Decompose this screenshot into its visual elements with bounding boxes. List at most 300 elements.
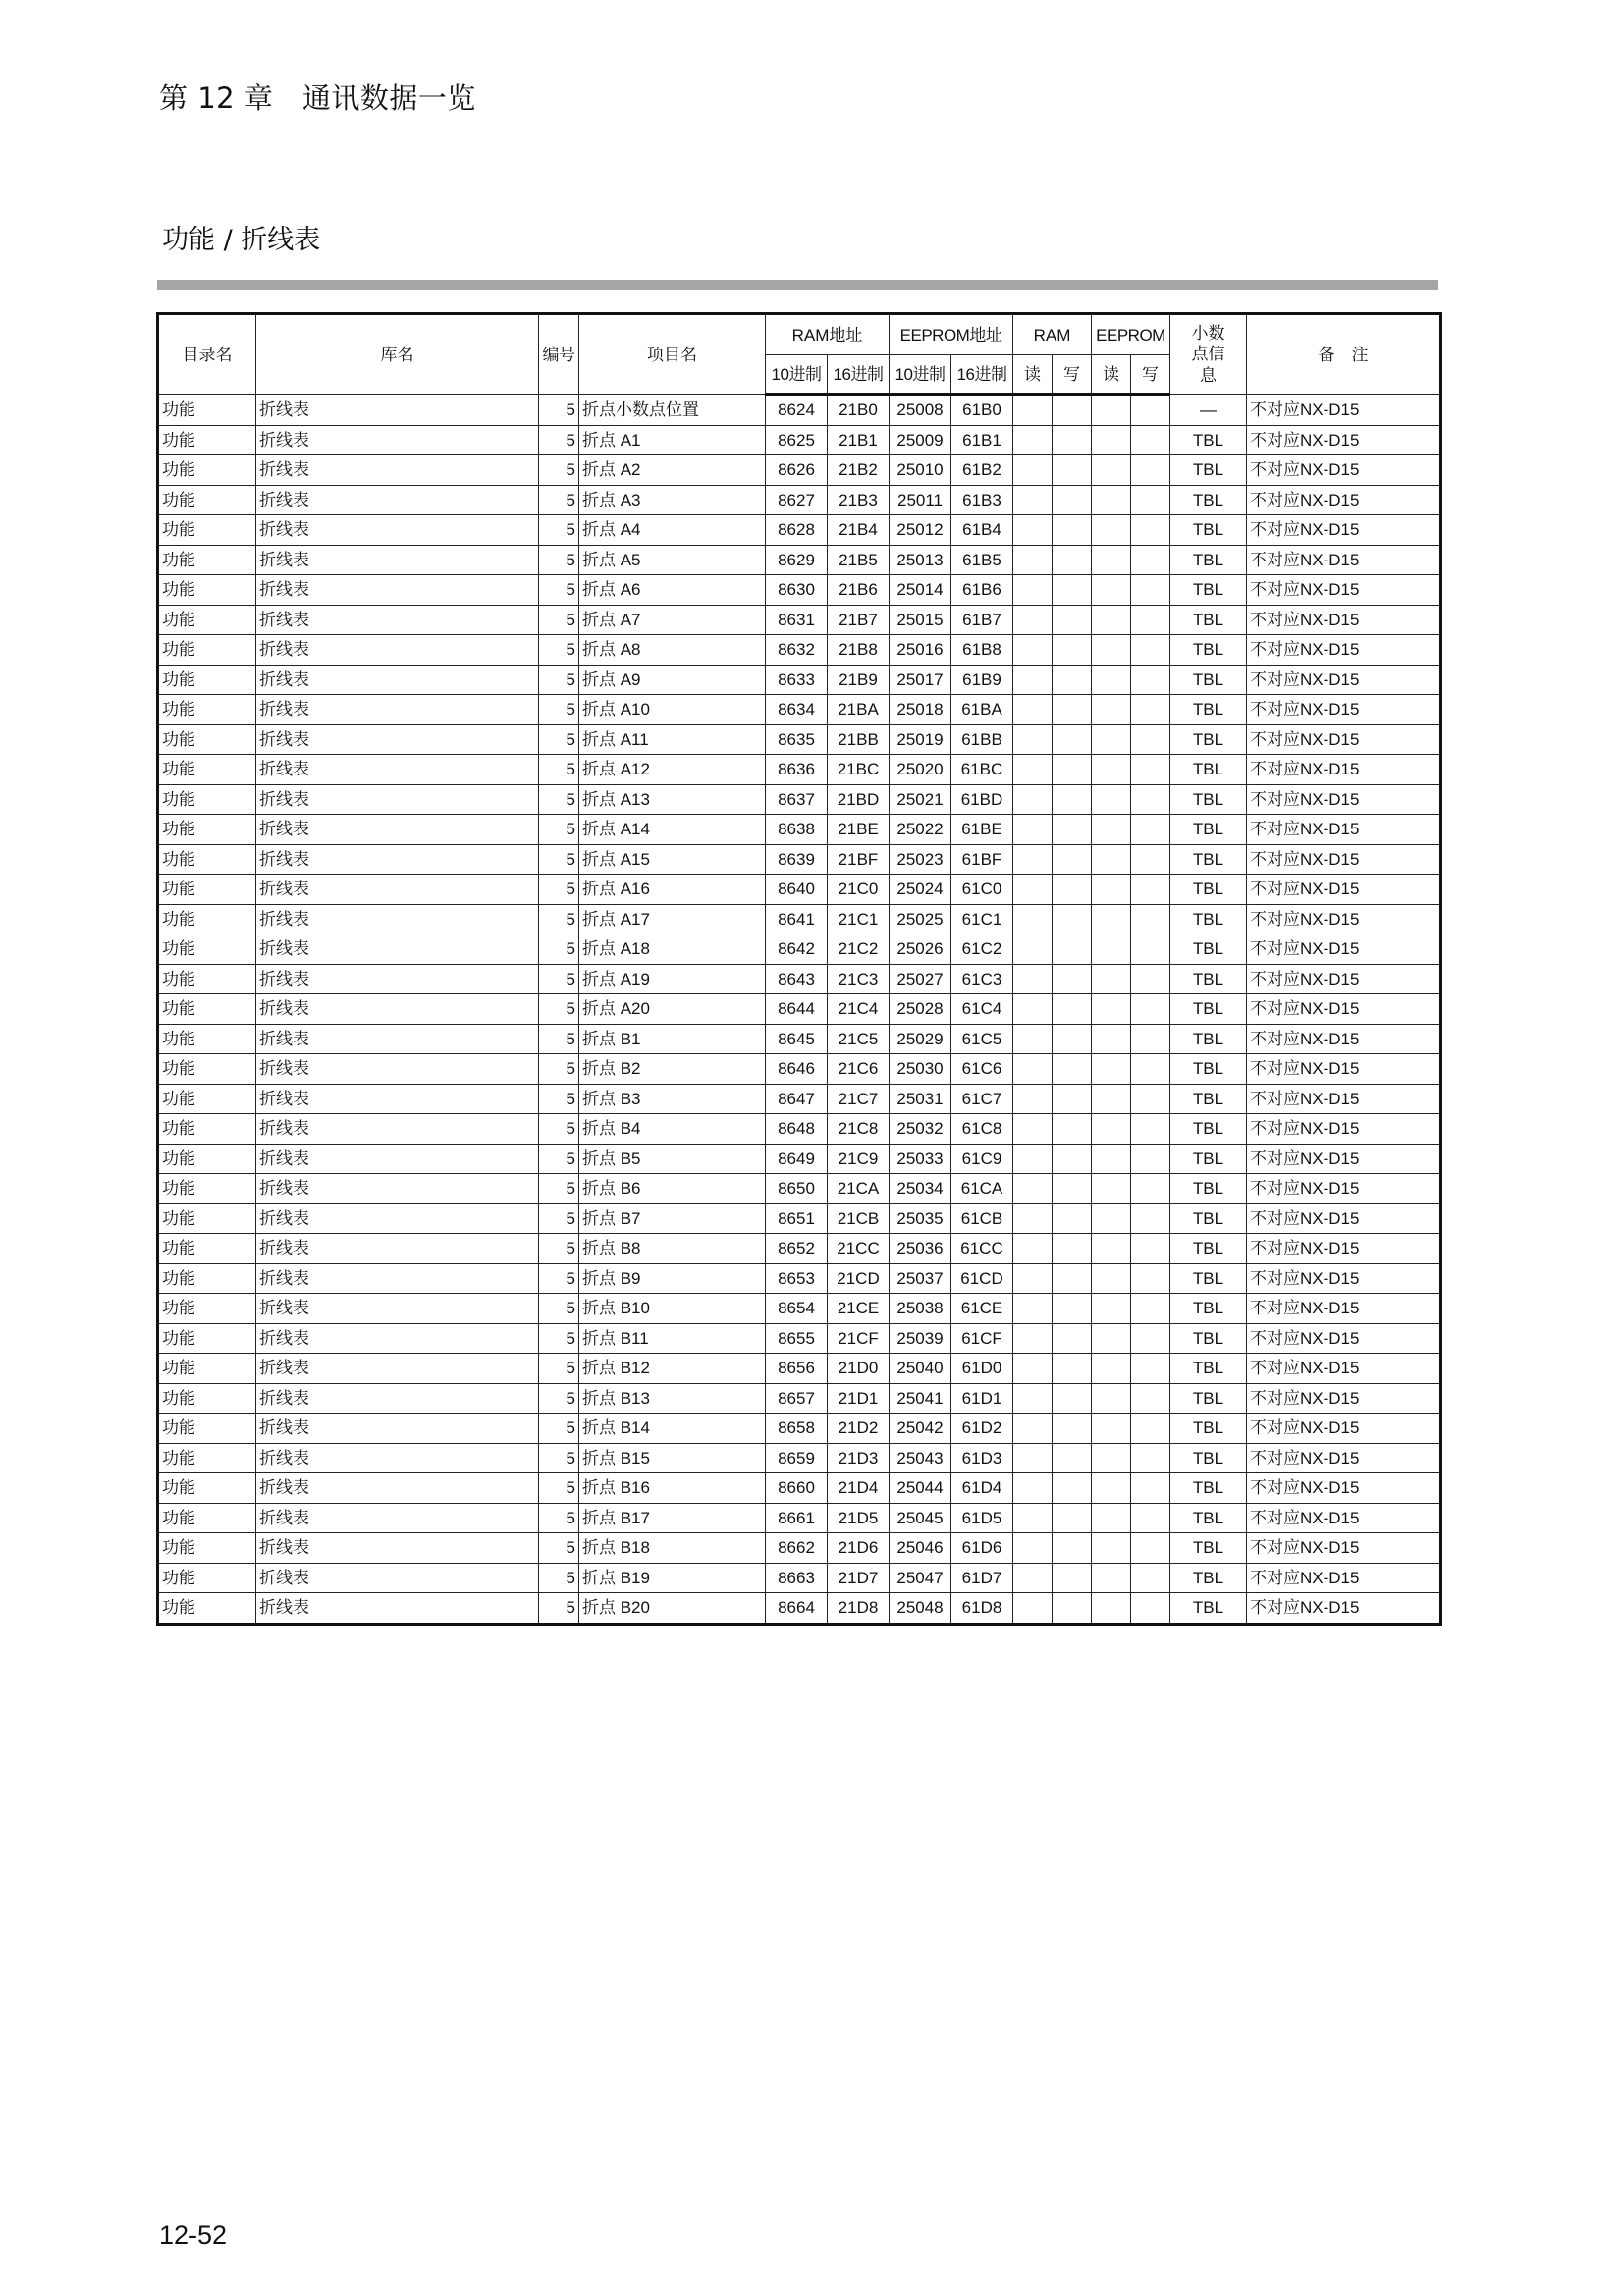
cell-catalog: 功能 <box>158 784 256 815</box>
cell-ram-read <box>1013 994 1053 1025</box>
table-row <box>158 1263 1441 1294</box>
cell-decimal-info: TBL <box>1170 1174 1247 1204</box>
cell-ram-read <box>1013 1473 1053 1504</box>
cell-remarks: 不对应NX-D15 <box>1247 815 1441 845</box>
cell-item: 折点 A7 <box>579 605 766 635</box>
cell-eeprom-read <box>1092 1234 1131 1264</box>
cell-eeprom-read <box>1092 545 1131 575</box>
table-row <box>158 1563 1441 1593</box>
cell-ram-write <box>1053 1294 1092 1324</box>
cell-ram-hex: 21D3 <box>828 1443 890 1473</box>
cell-ram-read <box>1013 1533 1053 1564</box>
cell-library: 折线表 <box>256 665 539 695</box>
cell-number: 5 <box>539 1114 579 1145</box>
cell-catalog: 功能 <box>158 755 256 785</box>
cell-library: 折线表 <box>256 1144 539 1174</box>
cell-item: 折点 B14 <box>579 1414 766 1444</box>
cell-eeprom-dec: 25037 <box>890 1263 951 1294</box>
cell-eeprom-write <box>1131 1563 1170 1593</box>
cell-library: 折线表 <box>256 1263 539 1294</box>
cell-eeprom-write <box>1131 934 1170 965</box>
table-row <box>158 1503 1441 1533</box>
cell-remarks: 不对应NX-D15 <box>1247 1593 1441 1625</box>
cell-ram-write <box>1053 1503 1092 1533</box>
cell-remarks: 不对应NX-D15 <box>1247 635 1441 666</box>
cell-catalog: 功能 <box>158 1203 256 1234</box>
cell-item: 折点 B11 <box>579 1323 766 1354</box>
cell-catalog: 功能 <box>158 964 256 994</box>
cell-item: 折点 B3 <box>579 1084 766 1114</box>
cell-eeprom-read <box>1092 964 1131 994</box>
cell-number: 5 <box>539 1473 579 1504</box>
cell-remarks: 不对应NX-D15 <box>1247 755 1441 785</box>
table-row <box>158 1024 1441 1054</box>
cell-catalog: 功能 <box>158 1354 256 1384</box>
cell-ram-hex: 21B5 <box>828 545 890 575</box>
cell-ram-dec: 8638 <box>766 815 828 845</box>
cell-decimal-info: TBL <box>1170 1354 1247 1384</box>
cell-catalog: 功能 <box>158 904 256 934</box>
cell-eeprom-read <box>1092 1174 1131 1204</box>
cell-ram-read <box>1013 455 1053 486</box>
cell-catalog: 功能 <box>158 1234 256 1264</box>
cell-eeprom-hex: 61BB <box>951 724 1013 755</box>
header-item: 项目名 <box>579 314 766 395</box>
cell-catalog: 功能 <box>158 425 256 455</box>
cell-library: 折线表 <box>256 1533 539 1564</box>
cell-decimal-info: TBL <box>1170 455 1247 486</box>
cell-decimal-info: TBL <box>1170 934 1247 965</box>
cell-catalog: 功能 <box>158 545 256 575</box>
cell-catalog: 功能 <box>158 1054 256 1085</box>
cell-eeprom-read <box>1092 605 1131 635</box>
cell-ram-read <box>1013 695 1053 725</box>
cell-decimal-info: TBL <box>1170 1533 1247 1564</box>
table-row <box>158 1323 1441 1354</box>
cell-eeprom-write <box>1131 1443 1170 1473</box>
cell-ram-dec: 8661 <box>766 1503 828 1533</box>
cell-number: 5 <box>539 815 579 845</box>
cell-eeprom-read <box>1092 695 1131 725</box>
cell-ram-hex: 21C4 <box>828 994 890 1025</box>
cell-catalog: 功能 <box>158 395 256 426</box>
cell-eeprom-hex: 61B6 <box>951 575 1013 606</box>
cell-eeprom-write <box>1131 784 1170 815</box>
cell-library: 折线表 <box>256 1174 539 1204</box>
cell-ram-write <box>1053 1383 1092 1414</box>
cell-eeprom-write <box>1131 665 1170 695</box>
cell-ram-write <box>1053 1144 1092 1174</box>
cell-item: 折点 B15 <box>579 1443 766 1473</box>
cell-eeprom-hex: 61C6 <box>951 1054 1013 1085</box>
cell-decimal-info: TBL <box>1170 1084 1247 1114</box>
cell-eeprom-hex: 61C1 <box>951 904 1013 934</box>
table-row <box>158 1294 1441 1324</box>
cell-ram-read <box>1013 635 1053 666</box>
cell-decimal-info: TBL <box>1170 1383 1247 1414</box>
cell-library: 折线表 <box>256 605 539 635</box>
cell-ram-hex: 21B8 <box>828 635 890 666</box>
cell-ram-read <box>1013 1323 1053 1354</box>
cell-remarks: 不对应NX-D15 <box>1247 1234 1441 1264</box>
cell-eeprom-write <box>1131 605 1170 635</box>
cell-ram-hex: 21D2 <box>828 1414 890 1444</box>
cell-ram-write <box>1053 695 1092 725</box>
cell-number: 5 <box>539 515 579 546</box>
cell-catalog: 功能 <box>158 455 256 486</box>
cell-eeprom-dec: 25008 <box>890 395 951 426</box>
cell-eeprom-dec: 25029 <box>890 1024 951 1054</box>
cell-eeprom-write <box>1131 964 1170 994</box>
cell-ram-dec: 8627 <box>766 485 828 515</box>
table-row <box>158 605 1441 635</box>
table-row <box>158 1354 1441 1384</box>
cell-eeprom-write <box>1131 904 1170 934</box>
cell-eeprom-hex: 61CE <box>951 1294 1013 1324</box>
cell-ram-hex: 21CB <box>828 1203 890 1234</box>
cell-decimal-info: TBL <box>1170 1024 1247 1054</box>
cell-remarks: 不对应NX-D15 <box>1247 515 1441 546</box>
cell-eeprom-hex: 61C5 <box>951 1024 1013 1054</box>
cell-catalog: 功能 <box>158 1114 256 1145</box>
cell-ram-hex: 21BB <box>828 724 890 755</box>
cell-decimal-info: TBL <box>1170 1294 1247 1324</box>
cell-decimal-info: TBL <box>1170 1473 1247 1504</box>
cell-remarks: 不对应NX-D15 <box>1247 1563 1441 1593</box>
cell-number: 5 <box>539 1503 579 1533</box>
cell-decimal-info: TBL <box>1170 545 1247 575</box>
cell-decimal-info: TBL <box>1170 515 1247 546</box>
header-eeprom: EEPROM <box>1092 314 1170 355</box>
header-catalog: 目录名 <box>158 314 256 395</box>
cell-ram-read <box>1013 815 1053 845</box>
cell-ram-read <box>1013 964 1053 994</box>
cell-library: 折线表 <box>256 515 539 546</box>
cell-eeprom-write <box>1131 724 1170 755</box>
cell-number: 5 <box>539 575 579 606</box>
cell-remarks: 不对应NX-D15 <box>1247 1084 1441 1114</box>
cell-library: 折线表 <box>256 1383 539 1414</box>
cell-eeprom-read <box>1092 1114 1131 1145</box>
cell-eeprom-read <box>1092 1414 1131 1444</box>
cell-ram-hex: 21BE <box>828 815 890 845</box>
cell-remarks: 不对应NX-D15 <box>1247 1024 1441 1054</box>
header-eeprom-address: EEPROM地址 <box>890 314 1013 355</box>
cell-library: 折线表 <box>256 485 539 515</box>
cell-number: 5 <box>539 994 579 1025</box>
cell-ram-dec: 8652 <box>766 1234 828 1264</box>
cell-number: 5 <box>539 1593 579 1625</box>
cell-decimal-info: TBL <box>1170 575 1247 606</box>
cell-library: 折线表 <box>256 1593 539 1625</box>
cell-eeprom-hex: 61CF <box>951 1323 1013 1354</box>
cell-decimal-info: TBL <box>1170 994 1247 1025</box>
cell-ram-hex: 21B9 <box>828 665 890 695</box>
cell-number: 5 <box>539 425 579 455</box>
cell-ram-write <box>1053 515 1092 546</box>
cell-decimal-info: TBL <box>1170 1503 1247 1533</box>
cell-library: 折线表 <box>256 1084 539 1114</box>
cell-library: 折线表 <box>256 724 539 755</box>
cell-item: 折点 B16 <box>579 1473 766 1504</box>
cell-eeprom-write <box>1131 425 1170 455</box>
cell-remarks: 不对应NX-D15 <box>1247 1144 1441 1174</box>
cell-decimal-info: TBL <box>1170 605 1247 635</box>
cell-catalog: 功能 <box>158 515 256 546</box>
header-ram-write: 写 <box>1053 355 1092 395</box>
cell-catalog: 功能 <box>158 1414 256 1444</box>
table-row <box>158 635 1441 666</box>
cell-decimal-info: TBL <box>1170 1234 1247 1264</box>
cell-eeprom-write <box>1131 1144 1170 1174</box>
cell-eeprom-read <box>1092 515 1131 546</box>
cell-eeprom-hex: 61D2 <box>951 1414 1013 1444</box>
cell-ram-dec: 8633 <box>766 665 828 695</box>
cell-catalog: 功能 <box>158 1443 256 1473</box>
cell-ram-hex: 21CD <box>828 1263 890 1294</box>
cell-eeprom-dec: 25024 <box>890 875 951 905</box>
cell-eeprom-hex: 61B9 <box>951 665 1013 695</box>
cell-eeprom-dec: 25009 <box>890 425 951 455</box>
cell-library: 折线表 <box>256 1114 539 1145</box>
cell-decimal-info: TBL <box>1170 1114 1247 1145</box>
header-number: 编号 <box>539 314 579 395</box>
cell-eeprom-hex: 61D6 <box>951 1533 1013 1564</box>
cell-eeprom-hex: 61CD <box>951 1263 1013 1294</box>
cell-ram-read <box>1013 425 1053 455</box>
cell-eeprom-write <box>1131 1234 1170 1264</box>
cell-decimal-info: TBL <box>1170 635 1247 666</box>
cell-eeprom-dec: 25027 <box>890 964 951 994</box>
header-library: 库名 <box>256 314 539 395</box>
cell-eeprom-hex: 61C4 <box>951 994 1013 1025</box>
cell-eeprom-write <box>1131 1354 1170 1384</box>
cell-eeprom-read <box>1092 1443 1131 1473</box>
cell-ram-dec: 8640 <box>766 875 828 905</box>
cell-decimal-info: TBL <box>1170 815 1247 845</box>
cell-remarks: 不对应NX-D15 <box>1247 1473 1441 1504</box>
cell-ram-hex: 21B6 <box>828 575 890 606</box>
cell-remarks: 不对应NX-D15 <box>1247 665 1441 695</box>
cell-ram-dec: 8626 <box>766 455 828 486</box>
cell-ram-write <box>1053 784 1092 815</box>
cell-remarks: 不对应NX-D15 <box>1247 1054 1441 1085</box>
cell-number: 5 <box>539 1024 579 1054</box>
cell-ram-hex: 21D5 <box>828 1503 890 1533</box>
cell-number: 5 <box>539 1323 579 1354</box>
cell-eeprom-write <box>1131 695 1170 725</box>
cell-ram-dec: 8630 <box>766 575 828 606</box>
cell-eeprom-hex: 61CA <box>951 1174 1013 1204</box>
cell-number: 5 <box>539 964 579 994</box>
cell-eeprom-dec: 25036 <box>890 1234 951 1264</box>
cell-ram-read <box>1013 545 1053 575</box>
cell-eeprom-dec: 25038 <box>890 1294 951 1324</box>
cell-ram-dec: 8632 <box>766 635 828 666</box>
cell-eeprom-hex: 61D8 <box>951 1593 1013 1625</box>
table-row <box>158 455 1441 486</box>
table-row <box>158 1144 1441 1174</box>
cell-eeprom-write <box>1131 1473 1170 1504</box>
cell-ram-write <box>1053 665 1092 695</box>
table-body <box>158 395 1441 1625</box>
cell-remarks: 不对应NX-D15 <box>1247 1203 1441 1234</box>
cell-ram-dec: 8662 <box>766 1533 828 1564</box>
cell-ram-dec: 8658 <box>766 1414 828 1444</box>
cell-decimal-info: TBL <box>1170 695 1247 725</box>
cell-ram-write <box>1053 605 1092 635</box>
cell-eeprom-read <box>1092 1383 1131 1414</box>
cell-eeprom-hex: 61BA <box>951 695 1013 725</box>
cell-ram-write <box>1053 455 1092 486</box>
cell-number: 5 <box>539 1354 579 1384</box>
cell-eeprom-dec: 25016 <box>890 635 951 666</box>
cell-ram-hex: 21D7 <box>828 1563 890 1593</box>
cell-remarks: 不对应NX-D15 <box>1247 545 1441 575</box>
cell-number: 5 <box>539 1144 579 1174</box>
table-row <box>158 425 1441 455</box>
cell-catalog: 功能 <box>158 665 256 695</box>
cell-ram-read <box>1013 1443 1053 1473</box>
cell-eeprom-read <box>1092 724 1131 755</box>
cell-eeprom-write <box>1131 1084 1170 1114</box>
cell-ram-write <box>1053 425 1092 455</box>
cell-eeprom-read <box>1092 1593 1131 1625</box>
cell-remarks: 不对应NX-D15 <box>1247 1414 1441 1444</box>
section-title: 功能 / 折线表 <box>162 225 321 255</box>
table-row <box>158 395 1441 426</box>
cell-ram-read <box>1013 485 1053 515</box>
cell-eeprom-hex: 61B2 <box>951 455 1013 486</box>
cell-eeprom-dec: 25019 <box>890 724 951 755</box>
cell-catalog: 功能 <box>158 875 256 905</box>
cell-remarks: 不对应NX-D15 <box>1247 1443 1441 1473</box>
cell-eeprom-dec: 25025 <box>890 904 951 934</box>
cell-number: 5 <box>539 545 579 575</box>
page-number: 12-52 <box>159 2220 228 2250</box>
cell-item: 折点小数点位置 <box>579 395 766 426</box>
cell-library: 折线表 <box>256 635 539 666</box>
cell-library: 折线表 <box>256 1473 539 1504</box>
cell-remarks: 不对应NX-D15 <box>1247 994 1441 1025</box>
table-row <box>158 1203 1441 1234</box>
cell-eeprom-hex: 61B0 <box>951 395 1013 426</box>
cell-eeprom-dec: 25032 <box>890 1114 951 1145</box>
cell-ram-hex: 21BD <box>828 784 890 815</box>
cell-ram-dec: 8654 <box>766 1294 828 1324</box>
cell-remarks: 不对应NX-D15 <box>1247 1294 1441 1324</box>
table-row <box>158 1174 1441 1204</box>
cell-remarks: 不对应NX-D15 <box>1247 575 1441 606</box>
cell-library: 折线表 <box>256 1234 539 1264</box>
cell-eeprom-read <box>1092 784 1131 815</box>
cell-eeprom-write <box>1131 994 1170 1025</box>
cell-ram-dec: 8651 <box>766 1203 828 1234</box>
cell-number: 5 <box>539 635 579 666</box>
cell-item: 折点 B4 <box>579 1114 766 1145</box>
cell-eeprom-write <box>1131 1294 1170 1324</box>
cell-eeprom-hex: 61BC <box>951 755 1013 785</box>
cell-eeprom-dec: 25026 <box>890 934 951 965</box>
cell-eeprom-write <box>1131 515 1170 546</box>
header-eeprom-dec: 10进制 <box>890 355 951 395</box>
cell-catalog: 功能 <box>158 1024 256 1054</box>
cell-remarks: 不对应NX-D15 <box>1247 455 1441 486</box>
cell-remarks: 不对应NX-D15 <box>1247 934 1441 965</box>
cell-catalog: 功能 <box>158 1473 256 1504</box>
cell-number: 5 <box>539 1263 579 1294</box>
cell-eeprom-hex: 61C9 <box>951 1144 1013 1174</box>
cell-eeprom-write <box>1131 1174 1170 1204</box>
cell-decimal-info: TBL <box>1170 724 1247 755</box>
cell-decimal-info: TBL <box>1170 1414 1247 1444</box>
table-row <box>158 1593 1441 1625</box>
cell-number: 5 <box>539 1054 579 1085</box>
cell-catalog: 功能 <box>158 1563 256 1593</box>
cell-item: 折点 A1 <box>579 425 766 455</box>
cell-library: 折线表 <box>256 875 539 905</box>
cell-ram-read <box>1013 575 1053 606</box>
cell-ram-read <box>1013 395 1053 426</box>
cell-item: 折点 A15 <box>579 844 766 875</box>
cell-remarks: 不对应NX-D15 <box>1247 724 1441 755</box>
cell-library: 折线表 <box>256 964 539 994</box>
cell-ram-hex: 21B0 <box>828 395 890 426</box>
cell-ram-dec: 8636 <box>766 755 828 785</box>
cell-item: 折点 A19 <box>579 964 766 994</box>
cell-number: 5 <box>539 904 579 934</box>
cell-eeprom-hex: 61B5 <box>951 545 1013 575</box>
cell-eeprom-write <box>1131 844 1170 875</box>
cell-eeprom-hex: 61D1 <box>951 1383 1013 1414</box>
table-row <box>158 1383 1441 1414</box>
cell-library: 折线表 <box>256 455 539 486</box>
cell-library: 折线表 <box>256 1294 539 1324</box>
cell-eeprom-write <box>1131 815 1170 845</box>
cell-eeprom-dec: 25033 <box>890 1144 951 1174</box>
cell-eeprom-write <box>1131 1414 1170 1444</box>
cell-ram-read <box>1013 1024 1053 1054</box>
cell-eeprom-dec: 25031 <box>890 1084 951 1114</box>
cell-eeprom-read <box>1092 1563 1131 1593</box>
cell-ram-write <box>1053 1234 1092 1264</box>
cell-ram-read <box>1013 784 1053 815</box>
cell-ram-write <box>1053 1024 1092 1054</box>
cell-catalog: 功能 <box>158 994 256 1025</box>
cell-ram-read <box>1013 724 1053 755</box>
cell-remarks: 不对应NX-D15 <box>1247 1383 1441 1414</box>
table-row <box>158 1473 1441 1504</box>
cell-number: 5 <box>539 1084 579 1114</box>
cell-eeprom-dec: 25046 <box>890 1533 951 1564</box>
header-eeprom-read: 读 <box>1092 355 1131 395</box>
cell-eeprom-read <box>1092 395 1131 426</box>
table-row <box>158 1414 1441 1444</box>
cell-remarks: 不对应NX-D15 <box>1247 1174 1441 1204</box>
cell-eeprom-hex: 61D5 <box>951 1503 1013 1533</box>
cell-eeprom-dec: 25012 <box>890 515 951 546</box>
cell-ram-read <box>1013 515 1053 546</box>
cell-ram-hex: 21CC <box>828 1234 890 1264</box>
cell-item: 折点 A11 <box>579 724 766 755</box>
table-row <box>158 1533 1441 1564</box>
cell-ram-dec: 8656 <box>766 1354 828 1384</box>
cell-ram-dec: 8628 <box>766 515 828 546</box>
comm-data-table <box>156 312 1442 1626</box>
cell-ram-read <box>1013 1114 1053 1145</box>
table-row <box>158 755 1441 785</box>
cell-eeprom-write <box>1131 755 1170 785</box>
